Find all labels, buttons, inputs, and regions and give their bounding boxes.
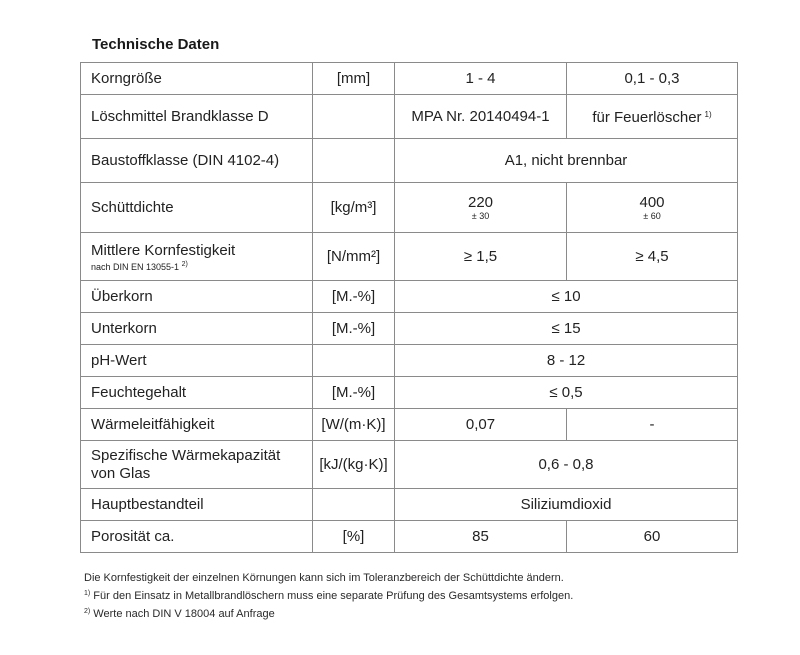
value-cell: 1 - 4 bbox=[395, 63, 567, 95]
value-cell: ≥ 1,5 bbox=[395, 233, 567, 281]
unit-cell: [M.-%] bbox=[313, 313, 395, 345]
footnote-marker: 1) bbox=[704, 110, 712, 119]
property-cell: Schüttdichte bbox=[81, 183, 313, 233]
value-cell-merged: ≤ 0,5 bbox=[395, 377, 738, 409]
unit-cell: [M.-%] bbox=[313, 281, 395, 313]
value-cell-merged: Siliziumdioxid bbox=[395, 489, 738, 521]
table-row bbox=[81, 183, 738, 233]
value-cell bbox=[567, 183, 738, 233]
property-cell bbox=[81, 233, 313, 281]
unit-cell: [%] bbox=[313, 521, 395, 553]
footnote-marker: 2) bbox=[181, 260, 188, 268]
footnote-1 bbox=[84, 586, 573, 604]
footnotes bbox=[84, 571, 573, 622]
table-row bbox=[81, 139, 738, 183]
value-cell: 0,1 - 0,3 bbox=[567, 63, 738, 95]
value-cell: MPA Nr. 20140494-1 bbox=[395, 95, 567, 139]
footnote-2 bbox=[84, 604, 573, 622]
unit-cell: [W/(m·K)] bbox=[313, 409, 395, 441]
table-row bbox=[81, 95, 738, 139]
property-text-line2: von Glas bbox=[91, 464, 151, 482]
unit-cell bbox=[313, 139, 395, 183]
table-row bbox=[81, 313, 738, 345]
value-cell-merged: ≤ 15 bbox=[395, 313, 738, 345]
tolerance-text: ± 30 bbox=[471, 210, 490, 221]
value-text: für Feuerlöscher bbox=[592, 109, 702, 126]
value-cell: - bbox=[567, 409, 738, 441]
property-cell: Löschmittel Brandklasse D bbox=[81, 95, 313, 139]
table-row bbox=[81, 521, 738, 553]
footnote-marker: 2) bbox=[84, 608, 91, 615]
table-row bbox=[81, 345, 738, 377]
footnote-marker: 1) bbox=[84, 590, 91, 597]
table-row bbox=[81, 441, 738, 489]
unit-cell: [mm] bbox=[313, 63, 395, 95]
footnote-general: Die Kornfestigkeit der einzelnen Körnungen kann sich im Toleranzbereich der Schüttdichte ändern. bbox=[84, 572, 564, 584]
table-row bbox=[81, 377, 738, 409]
value-text: 400 bbox=[639, 193, 665, 211]
value-text: 220 bbox=[467, 193, 494, 211]
property-text: Spezifische Wärmekapazität bbox=[91, 446, 281, 464]
property-cell: Korngröße bbox=[81, 63, 313, 95]
value-cell-merged: 8 - 12 bbox=[395, 345, 738, 377]
value-cell: 60 bbox=[567, 521, 738, 553]
property-cell bbox=[81, 441, 313, 489]
footnote-text: Für den Einsatz in Metallbrandlöschern muss eine separate Prüfung des Gesamtsystems erfolgen. bbox=[93, 590, 574, 602]
unit-cell: [N/mm²] bbox=[313, 233, 395, 281]
property-cell: Unterkorn bbox=[81, 313, 313, 345]
table-row bbox=[81, 281, 738, 313]
property-cell: Porosität ca. bbox=[81, 521, 313, 553]
value-cell: 0,07 bbox=[395, 409, 567, 441]
value-cell-merged: 0,6 - 0,8 bbox=[395, 441, 738, 489]
tolerance-text: ± 60 bbox=[643, 210, 661, 221]
unit-cell bbox=[313, 489, 395, 521]
property-cell: Baustoffklasse (DIN 4102-4) bbox=[81, 139, 313, 183]
property-cell: Feuchtegehalt bbox=[81, 377, 313, 409]
table-row bbox=[81, 233, 738, 281]
value-cell-merged: A1, nicht brennbar bbox=[395, 139, 738, 183]
value-cell: 85 bbox=[395, 521, 567, 553]
property-cell: Überkorn bbox=[81, 281, 313, 313]
table-row bbox=[81, 63, 738, 95]
unit-cell bbox=[313, 95, 395, 139]
value-cell bbox=[395, 183, 567, 233]
footnote-text: Werte nach DIN V 18004 auf Anfrage bbox=[93, 608, 275, 620]
unit-cell: [M.-%] bbox=[313, 377, 395, 409]
unit-cell: [kJ/(kg·K)] bbox=[313, 441, 395, 489]
property-text: Mittlere Kornfestigkeit bbox=[91, 241, 236, 259]
value-cell bbox=[567, 95, 738, 139]
unit-cell: [kg/m³] bbox=[313, 183, 395, 233]
property-subtext: nach DIN EN 13055-1 bbox=[91, 261, 180, 272]
unit-cell bbox=[313, 345, 395, 377]
property-cell: Wärmeleitfähigkeit bbox=[81, 409, 313, 441]
property-cell: pH-Wert bbox=[81, 345, 313, 377]
property-cell: Hauptbestandteil bbox=[81, 489, 313, 521]
table-row bbox=[81, 489, 738, 521]
value-cell-merged: ≤ 10 bbox=[395, 281, 738, 313]
page-title: Technische Daten bbox=[92, 36, 220, 53]
table-row bbox=[81, 409, 738, 441]
technical-data-table bbox=[80, 62, 738, 553]
value-cell: ≥ 4,5 bbox=[567, 233, 738, 281]
